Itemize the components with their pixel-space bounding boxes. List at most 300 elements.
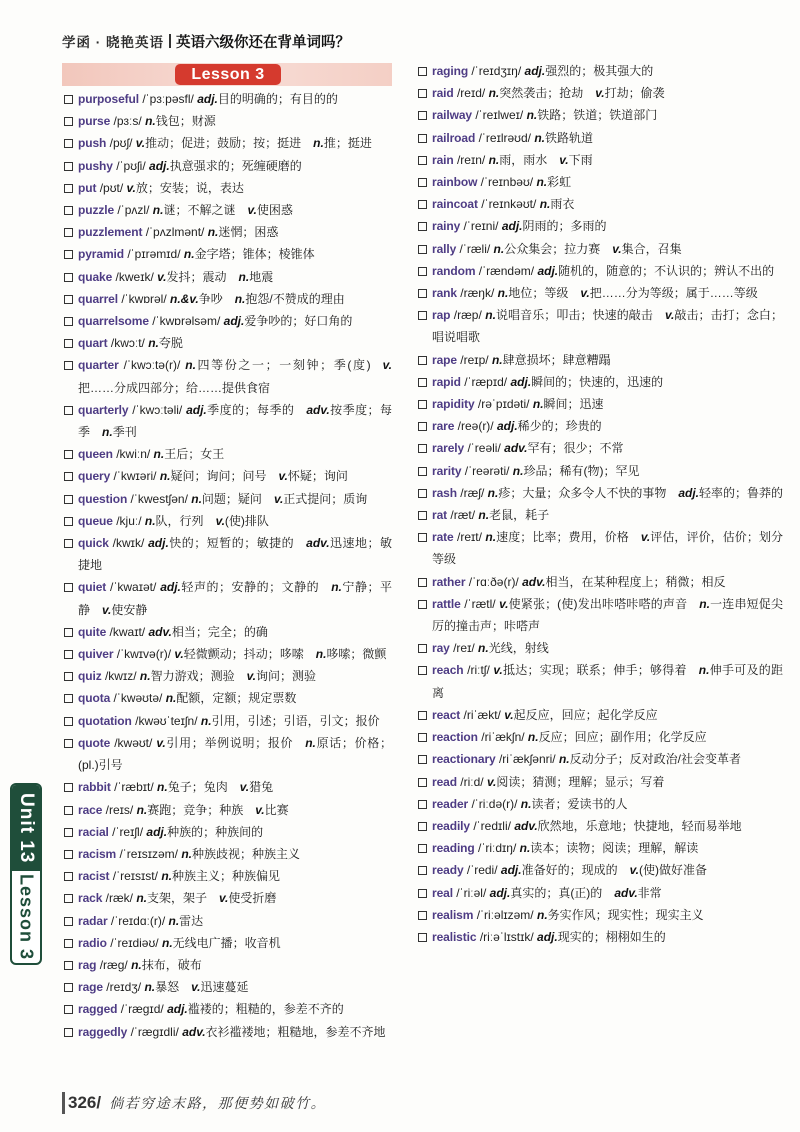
definition: 真实的；真(正)的	[510, 885, 603, 900]
checkbox-icon	[64, 717, 73, 726]
checkbox-icon	[64, 273, 73, 282]
definition: 下雨	[568, 152, 593, 167]
checkbox-icon	[64, 184, 73, 193]
headword: quiet	[78, 580, 107, 595]
checkbox-icon	[64, 495, 73, 504]
part-of-speech: adj.	[160, 580, 181, 595]
headword: rapidity	[432, 397, 475, 412]
checkbox-icon	[418, 866, 427, 875]
vocab-entry	[432, 171, 783, 193]
phonetic: /kwiːn/	[116, 447, 151, 462]
headword: rap	[432, 308, 451, 323]
definition: 读本；读物；阅读；理解，解读	[530, 841, 699, 856]
vocab-entry	[78, 976, 392, 998]
phonetic: /ˈkwɪvə(r)/	[116, 647, 172, 662]
checkbox-icon	[418, 356, 427, 365]
part-of-speech: v.	[126, 180, 136, 195]
definition: 罕有；很少；不常	[527, 441, 624, 456]
phonetic: /pʊt/	[99, 180, 124, 195]
headword: rarity	[432, 463, 462, 478]
definition: 目的明确的；有目的的	[217, 92, 338, 106]
headword: real	[432, 885, 453, 900]
headword: quart	[78, 336, 108, 351]
part-of-speech: adj.	[510, 374, 532, 389]
definition: 珍品；稀有(物)；罕见	[523, 463, 640, 478]
headword: readily	[432, 818, 470, 833]
vocab-entry	[432, 371, 783, 393]
part-of-speech: v.	[612, 241, 622, 256]
checkbox-icon	[64, 139, 73, 148]
definition: 相当；完全；的确	[171, 624, 268, 639]
phonetic: /pɜːs/	[113, 114, 142, 129]
definition: 说唱音乐；叩击；快速的敲击	[495, 308, 653, 323]
phonetic: /ˈpʌzlmənt/	[145, 225, 205, 240]
definition: 突然袭击；抢劫	[499, 86, 584, 101]
vocab-entry	[78, 843, 392, 865]
vocab-entry	[432, 193, 783, 215]
checkbox-icon	[418, 111, 427, 120]
vocab-entry	[432, 149, 783, 171]
phonetic: /reɪ/	[453, 641, 475, 656]
vocab-entry	[432, 637, 783, 659]
definition: 询问；测验	[255, 669, 316, 684]
part-of-speech: adj.	[186, 402, 207, 417]
checkbox-icon	[64, 983, 73, 992]
vocab-entry	[432, 393, 783, 415]
headword: rare	[432, 419, 455, 434]
checkbox-icon	[64, 917, 73, 926]
header-divider	[169, 34, 171, 48]
part-of-speech: n.	[536, 175, 548, 190]
part-of-speech: n.	[139, 669, 151, 684]
headword: quake	[78, 269, 113, 284]
vocab-entry	[432, 526, 783, 570]
phonetic: /riˈækʃənri/	[498, 752, 556, 767]
checkbox-icon	[418, 467, 427, 476]
checkbox-icon	[64, 806, 73, 815]
definition: 现实的；栩栩如生的	[557, 929, 666, 944]
part-of-speech: adv.	[614, 885, 638, 900]
phonetic: /reɪdʒ/	[106, 980, 142, 995]
checkbox-icon	[64, 250, 73, 259]
headword: ray	[432, 641, 450, 656]
part-of-speech: v.	[246, 669, 256, 684]
headword: quotation	[78, 713, 132, 728]
vocab-entry	[432, 504, 783, 526]
headword: quarrel	[78, 291, 118, 306]
definition: 瞬间的；快速的，迅速的	[531, 374, 664, 389]
checkbox-icon	[64, 517, 73, 526]
phonetic: /ˈrɑːðə(r)/	[468, 574, 519, 589]
headword: purse	[78, 114, 111, 129]
vocab-entry	[78, 710, 392, 732]
definition: 原话；价格；(pl.)引号	[78, 735, 392, 773]
vocab-entry	[78, 110, 392, 132]
part-of-speech: adj.	[496, 419, 518, 434]
part-of-speech: n.	[161, 935, 173, 950]
phonetic: /ˈreɪdɑː(r)/	[110, 913, 166, 928]
part-of-speech: v.	[219, 891, 229, 906]
phonetic: /kwɪz/	[104, 669, 137, 684]
checkbox-icon	[418, 245, 427, 254]
phonetic: /ˈreɪdʒɪŋ/	[471, 64, 522, 78]
definition: 四等份之一；一刻钟；季(度)	[195, 358, 371, 373]
vocab-entry	[432, 882, 783, 904]
part-of-speech: n.	[478, 508, 490, 523]
phonetic: /ˈriːəl/	[456, 885, 487, 900]
definition: 老鼠，耗子	[489, 508, 550, 523]
definition: 怀疑；询问	[287, 469, 348, 484]
part-of-speech: adj.	[678, 485, 699, 500]
vocab-entry	[78, 621, 392, 643]
phonetic: /ˈkwɒrəlsəm/	[152, 314, 221, 329]
part-of-speech: n.	[305, 735, 316, 750]
vocab-entry	[78, 488, 392, 510]
part-of-speech: n.	[200, 713, 212, 728]
vocab-entry	[432, 926, 783, 948]
part-of-speech: adj.	[167, 1002, 188, 1017]
vocab-entry	[432, 460, 783, 482]
definition: 敲击；击打；念白；唱说唱歌	[432, 308, 783, 345]
side-tab-lesson	[12, 871, 40, 963]
definition: 种族的；种族间的	[167, 824, 264, 839]
headword: reading	[432, 841, 475, 856]
headword: rat	[432, 508, 448, 523]
vocab-entry	[78, 998, 392, 1020]
phonetic: /ˈpɪrəmɪd/	[127, 247, 181, 262]
definition: 随机的，随意的；不认识的；辨认不出的	[558, 263, 775, 278]
part-of-speech: v.	[595, 86, 605, 101]
definition: 正式提问；质询	[283, 491, 368, 506]
definition: 迅速地；敏捷地	[78, 536, 392, 573]
part-of-speech: v.	[640, 530, 651, 545]
vocab-entry	[432, 282, 783, 304]
headword: quarterly	[78, 402, 129, 417]
checkbox-icon	[418, 378, 427, 387]
part-of-speech: n.	[485, 308, 496, 323]
vocab-entry	[432, 482, 783, 504]
part-of-speech: adv.	[514, 818, 538, 833]
part-of-speech: v.	[580, 286, 590, 301]
definition: 稀少的；珍贵的	[517, 419, 602, 434]
part-of-speech: adv.	[306, 402, 330, 417]
checkbox-icon	[418, 311, 427, 320]
definition: 阴雨的；多雨的	[522, 219, 607, 234]
lesson-label: Lesson 3	[175, 64, 281, 85]
phonetic: /kwɔːt/	[110, 336, 145, 351]
definition: 钱包；财源	[155, 114, 216, 129]
phonetic: /ˈkwɪəri/	[113, 469, 157, 484]
definition: 评估，评价，估价；划分等级	[432, 530, 783, 567]
phonetic: /rəˈpɪdəti/	[477, 397, 530, 412]
definition: 哆嗦；微颤	[326, 647, 387, 662]
phonetic: /ˈrægɪd/	[120, 1002, 164, 1017]
vocab-entry	[78, 799, 392, 821]
phonetic: /ræʃ/	[460, 485, 485, 500]
vocab-entry	[432, 771, 783, 793]
part-of-speech: n.	[136, 891, 147, 906]
checkbox-icon	[418, 178, 427, 187]
phonetic: /ˈkwɔːtəli/	[132, 402, 183, 417]
part-of-speech: n.	[331, 580, 342, 595]
vocab-entry	[432, 415, 783, 437]
definition: 阅读；猜测；理解；显示；写着	[496, 774, 665, 789]
checkbox-icon	[418, 911, 427, 920]
definition: 问题；疑问	[201, 491, 262, 506]
page-header	[62, 31, 350, 51]
vocab-entry	[78, 132, 392, 154]
vocab-entry	[78, 821, 392, 843]
phonetic: /ræŋk/	[460, 286, 495, 301]
vocab-entry	[432, 238, 783, 260]
part-of-speech: v.	[215, 513, 225, 528]
vocab-entry	[78, 155, 392, 177]
part-of-speech: n.	[699, 596, 710, 611]
vocab-entry	[78, 532, 392, 576]
checkbox-icon	[418, 67, 427, 76]
phonetic: /ˈpʌzl/	[117, 203, 150, 218]
headword: purposeful	[78, 92, 139, 106]
definition: 疹；大量；众多令人不快的事物	[498, 485, 667, 500]
vocab-entry	[78, 465, 392, 487]
headword: rainbow	[432, 175, 478, 190]
phonetic: /ˈræli/	[459, 241, 491, 256]
phonetic: /reɪs/	[105, 802, 134, 817]
checkbox-icon	[64, 228, 73, 237]
definition: 宁静；平静	[78, 580, 392, 617]
definition: 速度；比率；费用，价格	[496, 530, 629, 545]
checkbox-icon	[418, 267, 427, 276]
definition: 彩虹	[547, 175, 572, 190]
definition: 队，行列	[155, 513, 204, 528]
definition: 雨，雨水	[499, 152, 548, 167]
part-of-speech: n.	[144, 980, 156, 995]
vocab-entry	[78, 443, 392, 465]
vocab-entry	[78, 221, 392, 243]
definition: 疑问；询问；问号	[170, 469, 267, 484]
vocab-entry	[432, 60, 783, 82]
headword: queen	[78, 447, 113, 462]
headword: rabbit	[78, 780, 111, 795]
vocab-entry	[78, 665, 392, 687]
checkbox-icon	[418, 400, 427, 409]
checkbox-icon	[418, 422, 427, 431]
vocab-entry	[78, 954, 392, 976]
part-of-speech: v.	[486, 774, 497, 789]
vocab-entry	[78, 177, 392, 199]
phonetic: /ˈkwɒrəl/	[121, 291, 167, 306]
checkbox-icon	[418, 511, 427, 520]
part-of-speech: n.	[165, 691, 177, 706]
vocab-entry	[432, 815, 783, 837]
part-of-speech: adj.	[489, 885, 511, 900]
part-of-speech: n.	[153, 447, 165, 462]
definition: 轻率的；鲁莽的	[699, 485, 784, 500]
checkbox-icon	[418, 644, 427, 653]
part-of-speech: v.	[629, 863, 639, 878]
checkbox-icon	[418, 711, 427, 720]
definition: 瞬间；迅速	[543, 397, 604, 412]
phonetic: /ˈræpɪd/	[464, 374, 508, 389]
phonetic: /kwəʊˈteɪʃn/	[135, 713, 198, 728]
headword: query	[78, 469, 111, 484]
checkbox-icon	[64, 539, 73, 548]
headword: racist	[78, 869, 110, 884]
vocab-entry	[432, 304, 783, 348]
phonetic: /ræt/	[450, 508, 476, 523]
vocab-entry	[432, 82, 783, 104]
phonetic: /riˈækʃn/	[481, 730, 525, 745]
checkbox-icon	[64, 939, 73, 948]
part-of-speech: n.	[534, 130, 546, 145]
part-of-speech: n.	[148, 336, 159, 351]
headword: railroad	[432, 130, 476, 145]
definition: 把……分为等级；属于……等级	[589, 286, 758, 301]
headword: ragged	[78, 1002, 118, 1017]
part-of-speech: v.	[102, 602, 112, 617]
part-of-speech: adj.	[223, 314, 245, 329]
vocab-entry	[78, 932, 392, 954]
definition: 配额，定额；规定票数	[176, 691, 297, 706]
checkbox-icon	[418, 666, 427, 675]
vocab-entry	[432, 571, 783, 593]
phonetic: /reɪn/	[456, 152, 486, 167]
headword: reaction	[432, 730, 478, 745]
phonetic: /ˈreɪni/	[463, 219, 499, 234]
vocab-entry	[78, 887, 392, 909]
part-of-speech: n.	[478, 641, 489, 656]
part-of-speech: n.	[519, 841, 531, 856]
part-of-speech: n.	[497, 286, 509, 301]
headword: rank	[432, 286, 457, 301]
headword: realism	[432, 907, 474, 922]
phonetic: /ˈreɪlrəʊd/	[478, 130, 531, 145]
definition: (使)做好准备	[638, 863, 707, 878]
vocab-entry	[78, 1021, 392, 1043]
vocab-entry	[78, 576, 392, 620]
checkbox-icon	[418, 800, 427, 809]
part-of-speech: adj.	[501, 219, 523, 234]
part-of-speech: n.	[152, 203, 164, 218]
checkbox-icon	[418, 822, 427, 831]
part-of-speech: adv.	[306, 536, 330, 551]
part-of-speech: n.	[313, 136, 324, 151]
part-of-speech: v.	[157, 269, 167, 284]
checkbox-icon	[64, 583, 73, 592]
vocab-entry	[78, 910, 392, 932]
checkbox-icon	[418, 733, 427, 742]
definition: 光线，射线	[488, 641, 549, 656]
part-of-speech: n.	[536, 907, 548, 922]
vocab-entry	[78, 88, 392, 110]
definition: 反应；回应；副作用；化学反应	[538, 730, 707, 745]
checkbox-icon	[64, 317, 73, 326]
part-of-speech: adj.	[537, 929, 558, 944]
definition: 无线电广播；收音机	[172, 935, 281, 950]
checkbox-icon	[418, 289, 427, 298]
checkbox-icon	[418, 489, 427, 498]
checkbox-icon	[64, 872, 73, 881]
definition: 铁路轨道	[545, 130, 594, 145]
vocab-entry	[432, 593, 783, 637]
definition: 智力游戏；测验	[150, 669, 235, 684]
checkbox-icon	[64, 1005, 73, 1014]
part-of-speech: n.	[157, 780, 168, 795]
phonetic: /kweɪk/	[115, 269, 154, 284]
part-of-speech: adj.	[197, 92, 218, 106]
part-of-speech: adj.	[524, 64, 546, 78]
vocab-entry	[78, 865, 392, 887]
checkbox-icon	[64, 95, 73, 104]
part-of-speech: n.	[539, 197, 551, 212]
vocab-entry	[432, 215, 783, 237]
vocab-entry	[432, 837, 783, 859]
vocab-entry	[78, 199, 392, 221]
part-of-speech: n.	[183, 247, 195, 262]
definition: 欣然地，乐意地；快捷地，轻而易举地	[537, 818, 742, 833]
part-of-speech: v.	[247, 203, 257, 218]
definition: 引用；举例说明；报价	[165, 735, 294, 750]
vocab-entry	[78, 687, 392, 709]
headword: rage	[78, 980, 103, 995]
checkbox-icon	[418, 778, 427, 787]
headword: quite	[78, 624, 107, 639]
definition: 推；挺进	[323, 136, 372, 151]
phonetic: /ˈkwaɪət/	[110, 580, 157, 595]
headword: push	[78, 136, 107, 151]
definition: 赛跑；竞争；种族	[147, 802, 244, 817]
phonetic: /riːtʃ/	[467, 663, 490, 678]
headword: puzzlement	[78, 225, 143, 240]
phonetic: /ræk/	[105, 891, 133, 906]
part-of-speech: n.	[234, 291, 246, 306]
definition: 集合，召集	[621, 241, 682, 256]
definition: 地位；等级	[508, 286, 569, 301]
checkbox-icon	[418, 844, 427, 853]
definition: 准备好的；现成的	[521, 863, 618, 878]
part-of-speech: n.	[131, 957, 142, 972]
definition: 争吵	[198, 291, 223, 306]
headword: rack	[78, 891, 103, 906]
vocab-entry	[432, 726, 783, 748]
part-of-speech: v.	[239, 780, 250, 795]
headword: racial	[78, 824, 109, 839]
checkbox-icon	[418, 134, 427, 143]
phonetic: /ˈredi/	[466, 863, 498, 878]
checkbox-icon	[418, 156, 427, 165]
phonetic: /kwaɪt/	[109, 624, 146, 639]
phonetic: /riːəˈlɪstɪk/	[479, 929, 534, 944]
phonetic: /reɪd/	[456, 86, 486, 101]
headword: railway	[432, 108, 472, 123]
part-of-speech: v.	[174, 647, 184, 662]
definition: 推动；促进；鼓励；按；挺进	[145, 136, 302, 151]
checkbox-icon	[418, 578, 427, 587]
definition: 伸手可及的距离	[432, 663, 783, 700]
checkbox-icon	[64, 850, 73, 859]
definition: 务实作风；现实性；现实主义	[547, 907, 704, 922]
phonetic: /riːd/	[460, 774, 484, 789]
phonetic: /ˈriːəlɪzəm/	[476, 907, 534, 922]
checkbox-icon	[64, 450, 73, 459]
phonetic: /ˈkwestʃən/	[130, 491, 188, 506]
vocab-entry	[78, 243, 392, 265]
part-of-speech: adj.	[149, 158, 170, 173]
unit-side-tab	[10, 783, 42, 965]
vocab-entry	[432, 260, 783, 282]
phonetic: /ˈredɪli/	[473, 818, 511, 833]
definition: 王后；女王	[164, 447, 225, 462]
